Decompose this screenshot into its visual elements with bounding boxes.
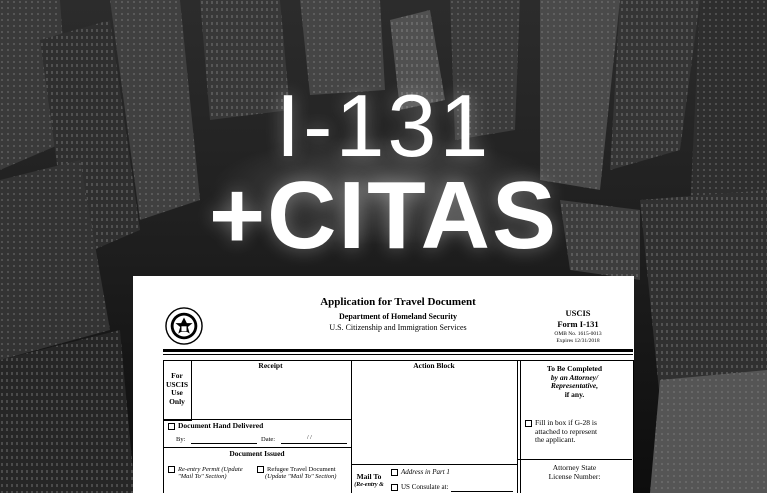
attorney-heading: To Be Completed by an Attorney/ Representative, if any. <box>546 364 603 399</box>
hand-delivered: Document Hand Delivered <box>168 422 263 431</box>
consulate-field <box>451 491 513 492</box>
date-slashes: / / <box>307 435 312 441</box>
date-field <box>281 443 347 444</box>
date-label: Date: <box>261 436 276 443</box>
reentry-checkbox[interactable] <box>168 466 175 473</box>
divider <box>163 447 351 448</box>
headline-line-1: I-131 <box>275 76 492 175</box>
consulate-checkbox[interactable] <box>391 484 398 491</box>
form-org: USCIS <box>565 308 591 318</box>
refugee-document: Refugee Travel Document (Update "Mail To" Section) <box>257 466 336 481</box>
form-header-rule <box>163 349 633 352</box>
form-number: Form I-131 <box>557 319 599 329</box>
by-label: By: <box>176 436 186 443</box>
form-i131-preview <box>133 276 634 493</box>
headline-line-2: +CITAS <box>209 162 558 269</box>
mail-to: Mail To (Re-entry & <box>354 472 384 488</box>
refugee-checkbox[interactable] <box>257 466 264 473</box>
reentry-permit: Re-entry Permit (Update "Mail To" Section) <box>168 466 243 481</box>
uscis-use-label: For USCIS Use Only <box>165 371 189 406</box>
address-checkbox[interactable] <box>391 469 398 476</box>
us-consulate: US Consulate at: <box>391 483 448 491</box>
divider <box>163 419 351 420</box>
divider <box>517 459 632 460</box>
form-title: Application for Travel Document <box>320 296 476 308</box>
address-in-part1: Address in Part 1 <box>391 468 450 476</box>
form-header-rule-thin <box>163 354 633 355</box>
document-issued: Document Issued <box>229 449 285 458</box>
action-block-label: Action Block <box>413 361 455 370</box>
form-department: Department of Homeland Security <box>339 312 457 321</box>
divider <box>351 464 517 465</box>
g28-checkbox[interactable] <box>525 420 532 427</box>
attorney-license: Attorney State License Number: <box>548 463 601 481</box>
receipt-label: Receipt <box>258 361 283 370</box>
form-omb: OMB No. 1615-0013 <box>554 331 602 337</box>
hand-delivered-checkbox[interactable] <box>168 423 175 430</box>
dhs-seal-icon <box>165 307 203 345</box>
by-field <box>191 443 257 444</box>
form-expires: Expires 12/31/2018 <box>556 338 600 344</box>
g28-note: Fill in box if G-28 is attached to represent the applicant. <box>525 419 630 445</box>
form-agency: U.S. Citizenship and Immigration Services <box>329 323 467 332</box>
